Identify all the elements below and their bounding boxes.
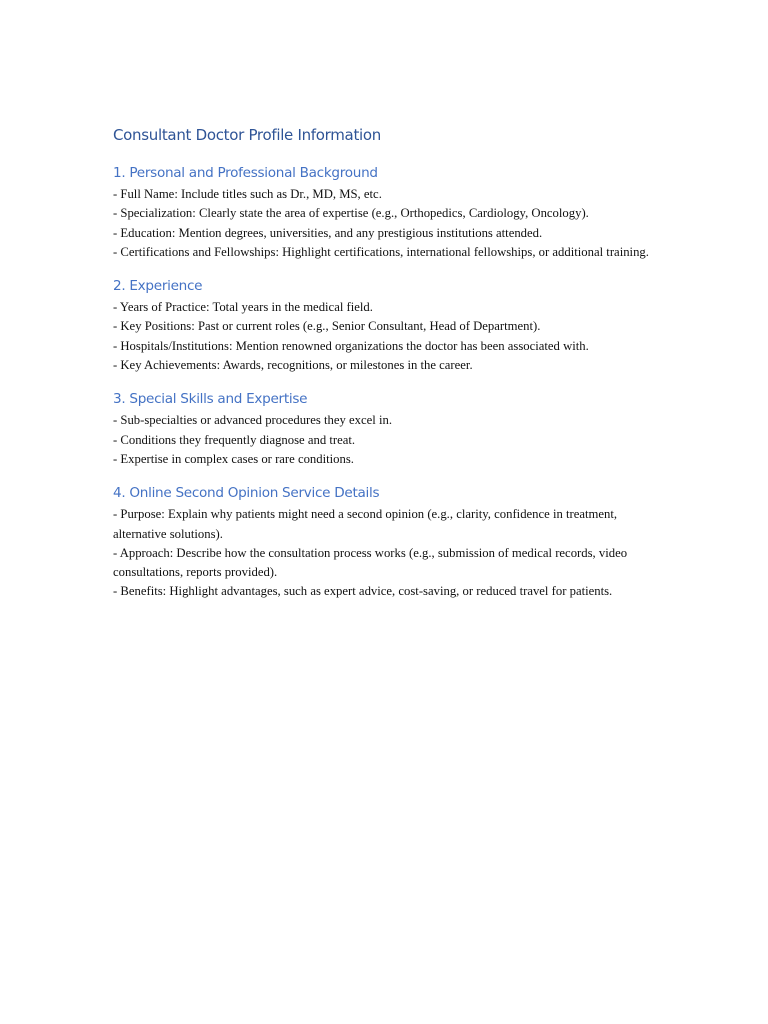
bullet-line: - Certifications and Fellowships: Highlight certifications, international fellowships, or additional training. — [113, 244, 649, 259]
section-special-skills — [113, 389, 658, 469]
document-content — [113, 124, 658, 616]
section-heading: 2. Experience — [113, 278, 203, 295]
bullet-line: - Hospitals/Institutions: Mention renowned organizations the doctor has been associated with. — [113, 338, 589, 353]
bullet-line: - Expertise in complex cases or rare conditions. — [113, 451, 354, 466]
section-second-opinion — [113, 483, 658, 601]
bullet-line: - Key Positions: Past or current roles (e.g., Senior Consultant, Head of Department). — [113, 319, 541, 334]
section-heading: 4. Online Second Opinion Service Details — [113, 485, 380, 502]
bullet-line: - Approach: Describe how the consultation process works (e.g., submission of medical records, video consultations, reports provided). — [113, 545, 628, 580]
section-body — [113, 298, 658, 375]
bullet-line: - Years of Practice: Total years in the medical field. — [113, 300, 373, 315]
bullet-line: - Benefits: Highlight advantages, such as expert advice, cost-saving, or reduced travel for patients. — [113, 584, 613, 599]
section-personal-background — [113, 163, 658, 262]
section-body — [113, 185, 658, 262]
document-title: Consultant Doctor Profile Information — [113, 126, 381, 144]
bullet-line: - Sub-specialties or advanced procedures they excel in. — [113, 413, 393, 428]
bullet-line: - Specialization: Clearly state the area of expertise (e.g., Orthopedics, Cardiology, Oncology). — [113, 206, 589, 221]
bullet-line: - Conditions they frequently diagnose and treat. — [113, 432, 356, 447]
section-body — [113, 505, 658, 601]
section-body — [113, 411, 658, 469]
bullet-line: - Education: Mention degrees, universities, and any prestigious institutions attended. — [113, 225, 543, 240]
section-heading: 3. Special Skills and Expertise — [113, 391, 308, 408]
section-experience — [113, 276, 658, 375]
bullet-line: - Full Name: Include titles such as Dr., MD, MS, etc. — [113, 187, 382, 201]
section-heading: 1. Personal and Professional Background — [113, 165, 378, 181]
bullet-line: - Key Achievements: Awards, recognitions, or milestones in the career. — [113, 358, 473, 373]
bullet-line: - Purpose: Explain why patients might need a second opinion (e.g., clarity, confidence in treatment, alternative solutions). — [113, 507, 618, 541]
